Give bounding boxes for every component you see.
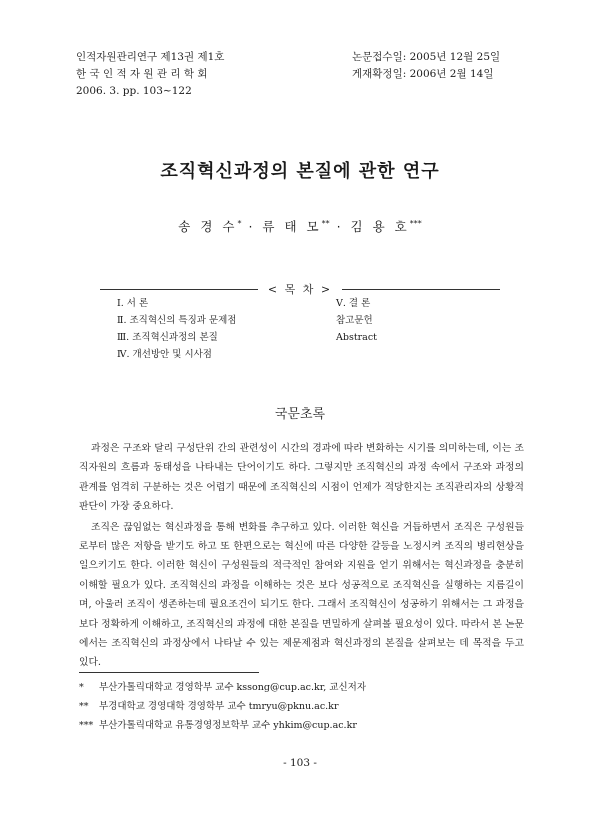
toc-item: Ⅳ. 개선방안 및 시사점 (117, 349, 212, 360)
page-number: - 103 - (283, 757, 317, 769)
paper-title: 조직혁신과정의 본질에 관한 연구 (160, 161, 440, 182)
author-2-mark: ** (321, 218, 330, 228)
toc-heading: < 목 차 > (267, 283, 333, 296)
toc-item: Ⅲ. 조직혁신과정의 본질 (117, 332, 218, 343)
footnote-item (79, 697, 366, 716)
footnote-text: 부산가톨릭대학교 유통경영정보학부 교수 yhkim@cup.ac.kr (99, 720, 357, 731)
author-line (0, 217, 600, 235)
toc-divider-left (100, 289, 258, 290)
author-2: 류 태 모 (262, 219, 322, 234)
abstract-body (79, 439, 524, 674)
author-separator: · (336, 219, 344, 234)
footnote-mark: ** (79, 701, 89, 712)
author-3: 김 용 호 (350, 219, 410, 234)
toc-item: Ⅰ. 서 론 (117, 298, 149, 309)
received-date: 논문접수일: 2005년 12월 25일 (352, 51, 501, 63)
abstract-paragraph: 조직은 끊임없는 혁신과정을 통해 변화를 추구하고 있다. 이러한 혁신을 거듭하면서 조직은 구성원들로부터 많은 저항을 받기도 하고 또 한편으로는 혁신에 따른 다양한 갈등을 노정시켜 조직의 병리현상을 일으키기도 한다. 이러한 혁신이 구성원들의 적극적인 참여와 지원을 얻기 위해서는 혁신과정을 충분히 이해할 필요가 있다. 조직혁신의 과정을 이해하는 것은 보다 성공적으로 조직혁신을 실행하는 지름길이며, 아울러 조직이 생존하는데 필요조건이 되기도 한다. 그래서 조직혁신이 성공하기 위해서는 그 과정을 보다 정확하게 이해하고, 조직혁신의 과정에 대한 본질을 면밀하게 살펴볼 필요성이 있다. 따라서 본 논문에서는 조직혁신의 과정상에서 나타날 수 있는 제문제점과 혁신과정의 본질을 살펴보는 데 목적을 두고 있다. (79, 521, 524, 669)
journal-society: 한 국 인 적 자 원 관 리 학 회 (76, 68, 208, 80)
table-of-contents (100, 281, 500, 371)
author-separator: · (248, 219, 256, 234)
toc-item: Ⅱ. 조직혁신의 특징과 문제점 (117, 315, 237, 326)
abstract-heading: 국문초록 (274, 407, 326, 422)
toc-column-left (117, 295, 236, 363)
author-1-mark: * (237, 218, 242, 228)
journal-info (76, 49, 224, 100)
footnote-mark: *** (79, 720, 94, 731)
footnote-item (79, 678, 366, 697)
journal-pages: 2006. 3. pp. 103∼122 (76, 85, 192, 97)
submission-info (352, 49, 500, 83)
toc-item: Abstract (336, 332, 377, 343)
author-3-mark: *** (409, 218, 422, 228)
toc-divider-right (342, 289, 500, 290)
footnote-text: 부경대학교 경영대학 경영학부 교수 tmryu@pknu.ac.kr (99, 701, 339, 712)
toc-item: 참고문헌 (336, 315, 373, 326)
toc-column-right (336, 295, 377, 346)
footnote-divider (79, 672, 259, 673)
accepted-date: 게재확정일: 2006년 2월 14일 (352, 68, 494, 80)
author-1: 송 경 수 (178, 219, 238, 234)
footnote-item (79, 716, 366, 735)
footnote-text: 부산가톨릭대학교 경영학부 교수 kssong@cup.ac.kr, 교신저자 (99, 682, 367, 693)
footnotes (79, 678, 366, 735)
journal-volume: 인적자원관리연구 제13권 제1호 (76, 51, 225, 63)
abstract-paragraph: 과정은 구조와 달리 구성단위 간의 관련성이 시간의 경과에 따라 변화하는 시기를 의미하는데, 이는 조직자원의 흐름과 동태성을 나타내는 단어이기도 하다. 그렇지만 조직혁신의 과정 속에서 구조와 과정의 관계를 엄격히 구분하는 것은 어렵기 때문에 조직혁신의 시점이 언제가 적당한지는 조직관리자의 상황적 판단이 가장 중요하다. (79, 443, 524, 513)
footnote-mark: * (79, 682, 84, 693)
toc-item: Ⅴ. 결 론 (336, 298, 371, 309)
